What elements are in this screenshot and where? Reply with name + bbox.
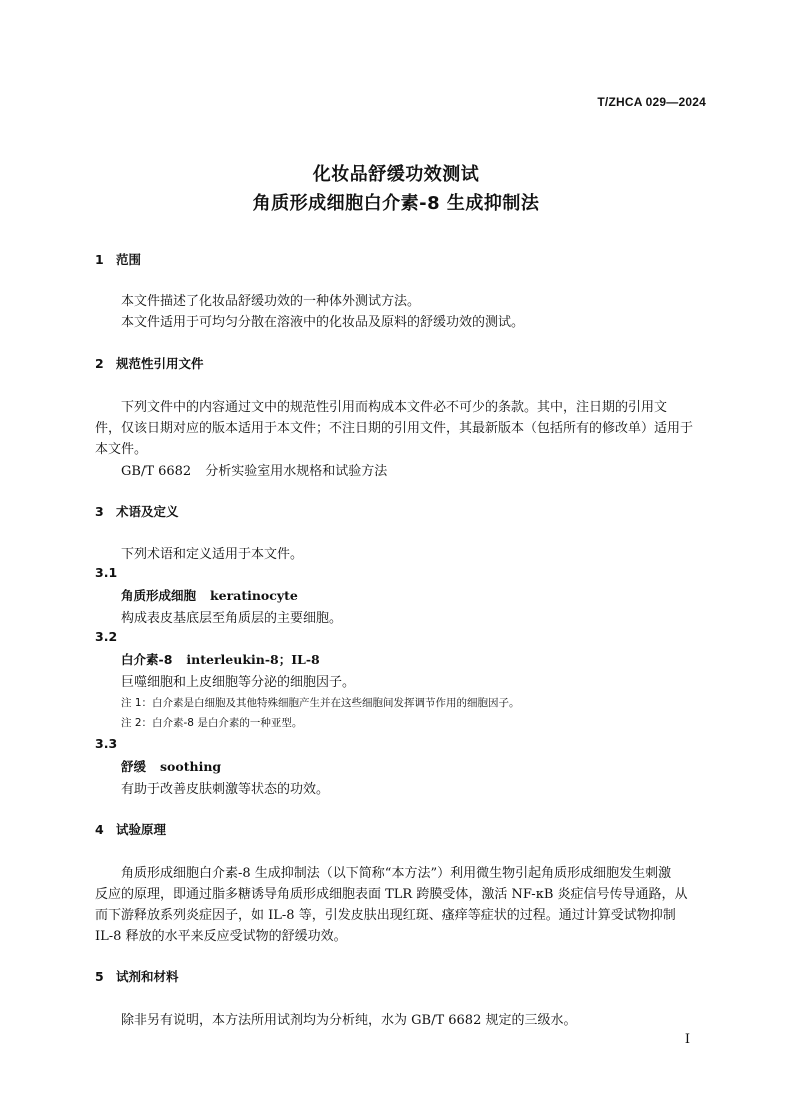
- paragraph-line: 下列文件中的内容通过文中的规范性引用而构成本文件必不可少的条款。其中，注日期的引用文: [121, 400, 668, 415]
- section-title: 试验原理: [116, 822, 167, 837]
- page-number: I: [684, 1032, 690, 1047]
- paragraph-line: 本文件。: [95, 442, 148, 457]
- section-number: 1: [95, 252, 104, 267]
- title-line-1: 化妆品舒缓功效测试: [312, 164, 480, 185]
- term-english: interleukin-8；IL-8: [186, 652, 320, 667]
- paragraph-line: 件，仅该日期对应的版本适用于本文件；不注日期的引用文件，其最新版本（包括所有的修改单）适用于: [95, 421, 694, 436]
- section-title: 规范性引用文件: [116, 356, 204, 371]
- note: 注 2：白介素-8 是白介素的一种亚型。: [121, 717, 303, 729]
- section-number: 3: [95, 504, 104, 519]
- term-entry: [121, 650, 320, 668]
- paragraph: 本文件描述了化妆品舒缓功效的一种体外测试方法。: [121, 294, 421, 309]
- paragraph-line: 角质形成细胞白介素-8 生成抑制法（以下简称“本方法”）利用微生物引起角质形成细胞发生刺激: [121, 866, 672, 881]
- term-definition: 有助于改善皮肤刺激等状态的功效。: [121, 782, 330, 797]
- paragraph-line: 反应的原理，即通过脂多糖诱导角质形成细胞表面 TLR 跨膜受体，激活 NF-κB 炎症信号传导通路，从: [95, 887, 688, 902]
- paragraph: 下列术语和定义适用于本文件。: [121, 547, 304, 562]
- section-title: 试剂和材料: [116, 969, 179, 984]
- term-chinese: 舒缓: [121, 759, 147, 774]
- section-1-heading: [95, 250, 141, 268]
- section-2-heading: [95, 354, 204, 372]
- paragraph-line: 而下游释放系列炎症因子，如 IL-8 等，引发皮肤出现红斑、瘙痒等症状的过程。通过计算受试物抑制: [95, 908, 676, 923]
- term-entry: [121, 586, 298, 604]
- term-entry: [121, 757, 221, 775]
- section-5-heading: [95, 967, 179, 985]
- term-chinese: 角质形成细胞: [121, 588, 197, 603]
- reference-title: 分析实验室用水规格和试验方法: [205, 464, 388, 479]
- term-english: soothing: [160, 759, 222, 774]
- paragraph: 本文件适用于可均匀分散在溶液中的化妆品及原料的舒缓功效的测试。: [121, 315, 525, 330]
- section-title: 术语及定义: [116, 504, 179, 519]
- standard-code: T/ZHCA 029—2024: [597, 95, 706, 109]
- section-number: 4: [95, 822, 104, 837]
- term-english: keratinocyte: [210, 588, 298, 603]
- section-4-heading: [95, 820, 166, 838]
- term-definition: 构成表皮基底层至角质层的主要细胞。: [121, 611, 343, 626]
- section-3-heading: [95, 502, 179, 520]
- section-number: 5: [95, 969, 104, 984]
- section-number: 2: [95, 356, 104, 371]
- term-number: 3.1: [95, 565, 118, 580]
- section-title: 范围: [116, 252, 142, 267]
- term-number: 3.2: [95, 629, 118, 644]
- term-number: 3.3: [95, 736, 118, 751]
- term-definition: 巨噬细胞和上皮细胞等分泌的细胞因子。: [121, 675, 356, 690]
- term-chinese: 白介素-8: [121, 652, 173, 667]
- reference-code: GB/T 6682: [121, 464, 192, 479]
- title-line-2: 角质形成细胞白介素-8 生成抑制法: [252, 193, 540, 214]
- note: 注 1：白介素是白细胞及其他特殊细胞产生并在这些细胞间发挥调节作用的细胞因子。: [121, 697, 520, 709]
- normative-reference: [121, 460, 387, 479]
- paragraph: 除非另有说明，本方法所用试剂均为分析纯，水为 GB/T 6682 规定的三级水。: [121, 1013, 577, 1028]
- paragraph-line: IL-8 释放的水平来反应受试物的舒缓功效。: [95, 929, 347, 944]
